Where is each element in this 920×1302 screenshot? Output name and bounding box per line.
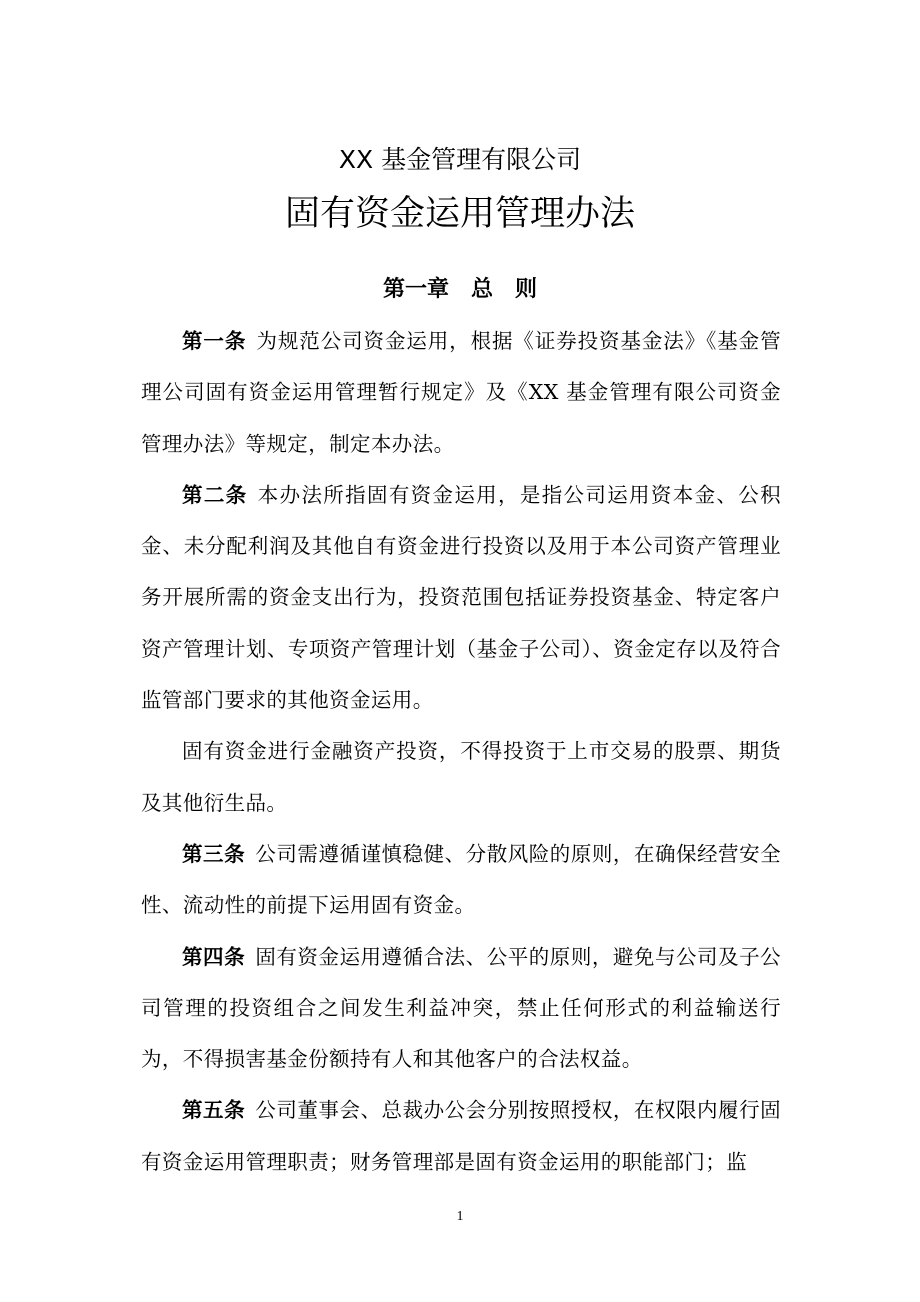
article-label: 第二条 xyxy=(182,482,248,507)
article-text: 为规范公司资金运用，根据《证券投资基金法》《基金管理公司固有资金运用管理暂行规定》及《XX 基金管理有限公司资金管理办法》等规定，制定本办法。 xyxy=(141,329,781,456)
page-number: 1 xyxy=(456,1209,464,1224)
article-text: 公司需遵循谨慎稳健、分散风险的原则，在确保经营安全性、流动性的前提下运用固有资金。 xyxy=(141,841,782,918)
article-label: 第三条 xyxy=(182,841,246,866)
article-4-paragraph xyxy=(141,932,781,1086)
company-title: XX 基金管理有限公司 xyxy=(338,145,582,174)
article-text: 本办法所指固有资金运用，是指公司运用资本金、公积金、未分配利润及其他自有资金进行投资以及用于本公司资产管理业务开展所需的资金支出行为，投资范围包括证券投资基金、特定客户资产管理计划、专项资产管理计划（基金子公司）、资金定存以及符合监管部门要求的其他资金运用。 xyxy=(141,482,781,713)
article-2-paragraph xyxy=(141,470,781,726)
article-2-continuation-paragraph xyxy=(141,726,781,829)
article-text: 公司董事会、总裁办公会分别按照授权，在权限内履行固有资金运用管理职责；财务管理部是固有资金运用的职能部门；监 xyxy=(141,1098,782,1174)
article-1-paragraph xyxy=(141,316,781,470)
document-title: 固有资金运用管理办法 xyxy=(284,194,635,234)
document-body xyxy=(141,316,781,1188)
chapter-title: 第一章 总 则 xyxy=(382,277,537,302)
article-label: 第五条 xyxy=(182,1098,246,1123)
article-text: 固有资金运用遵循合法、公平的原则，避免与公司及子公司管理的投资组合之间发生利益冲突，禁止任何形式的利益输送行为，不得损害基金份额持有人和其他客户的合法权益。 xyxy=(141,944,782,1072)
article-label: 第一条 xyxy=(182,329,247,353)
article-3-paragraph xyxy=(141,829,781,932)
article-text: 固有资金进行金融资产投资，不得投资于上市交易的股票、期货及其他衍生品。 xyxy=(141,739,781,815)
article-label: 第四条 xyxy=(182,944,246,969)
article-5-paragraph xyxy=(141,1085,781,1188)
